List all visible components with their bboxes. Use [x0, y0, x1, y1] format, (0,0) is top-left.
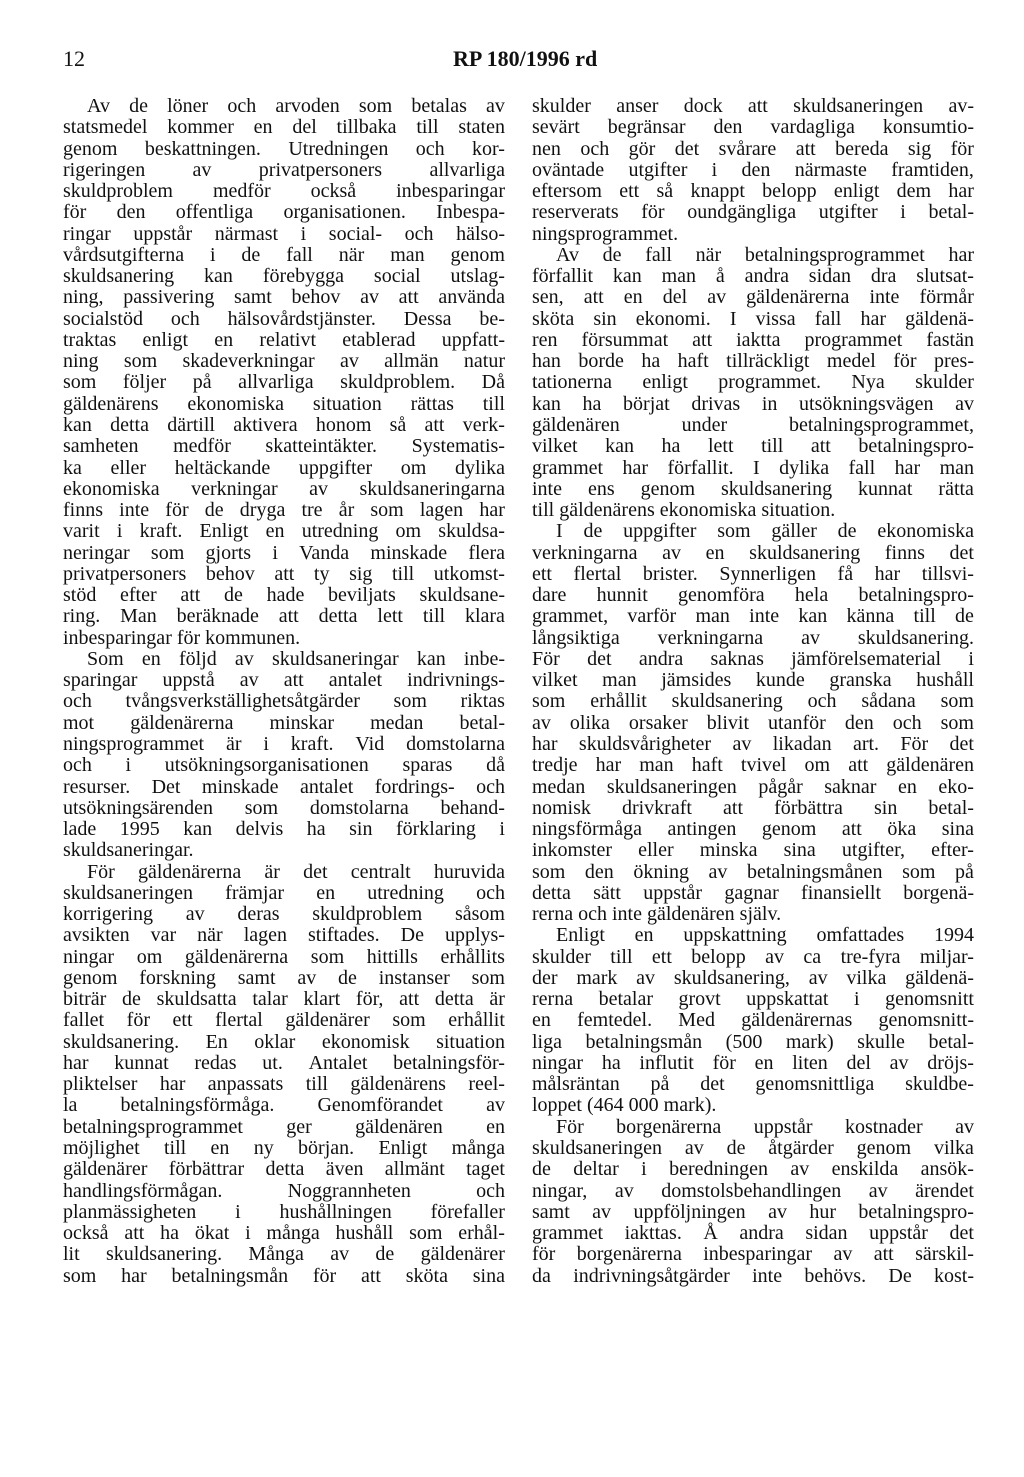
text-line: sen, att en del av gäldenärerna inte förmår	[532, 286, 974, 309]
text-line: och tvångsverkställighetsåtgärder som riktas	[63, 690, 505, 713]
text-line: som den ökning av betalningsmånen som på	[532, 860, 974, 883]
text-line: har skuldsvårigheter av likadan art. För det	[532, 732, 974, 755]
text-line: gäldenärens ekonomiska situation rättas till	[63, 392, 505, 415]
text-line: loppet (464 000 mark).	[532, 1094, 717, 1117]
text-line: för den offentliga organisationen. Inbespa-	[63, 201, 505, 224]
text-line: Som en följd av skuldsaneringar kan inbe-	[87, 647, 505, 670]
text-line: grammet har förfallit. I dylika fall har man	[532, 456, 974, 479]
text-line: sköta sin ekonomi. I vissa fall har gäldenä-	[532, 307, 974, 330]
text-line: grammet, varför man inte kan känna till de	[532, 605, 974, 628]
page-header	[0, 46, 1024, 76]
text-line: av olika orsaker blivit utanför den och som	[532, 711, 974, 734]
text-line: inbesparingar för kommunen.	[63, 626, 301, 649]
text-line: pliktelser har anpassats till gäldenärens reel-	[63, 1073, 505, 1096]
text-line: ka eller heltäckande uppgifter om dylika	[63, 456, 505, 479]
text-line: skuldsaneringar.	[63, 839, 194, 862]
text-line: vårdsutgifterna i de fall när man genom	[63, 243, 505, 266]
text-line: Av de löner och arvoden som betalas av	[87, 95, 505, 117]
text-line: resurser. Det minskade antalet fordrings- och	[63, 775, 505, 798]
text-line: da indrivningsåtgärder inte behövs. De kost-	[532, 1264, 974, 1287]
text-line: ett flertal brister. Synnerligen få har tillsvi-	[532, 562, 974, 585]
text-line: traktas enligt en relativt etablerad uppfatt-	[63, 328, 505, 351]
text-line: ekonomiska verkningar av skuldsaneringarna	[63, 477, 505, 500]
text-line: ningar om gäldenärerna som hittills erhållits	[63, 945, 505, 968]
text-line: som följer på allvarliga skuldproblem. Då	[63, 371, 505, 394]
text-line: kan detta därtill aktivera honom så att verk-	[63, 413, 505, 436]
text-line: lit skuldsanering. Många av de gäldenärer	[63, 1243, 505, 1266]
text-line: som har betalningsmån för att sköta sina	[63, 1264, 505, 1287]
text-line: samt av uppföljningen av hur betalningspro-	[532, 1200, 974, 1223]
text-line: socialstöd och hälsovårdstjänster. Dessa be-	[63, 307, 505, 330]
text-line: lade 1995 kan delvis ha sin förklaring i	[63, 818, 505, 841]
text-line: ring. Man beräknade att detta lett till klara	[63, 605, 505, 628]
text-line: dare hunnit genomföra hela betalningspro-	[532, 584, 974, 607]
text-line: För gäldenärerna är det centralt huruvida	[87, 860, 505, 883]
text-line: inte ens genom skuldsanering kunnat rätta	[532, 477, 974, 500]
text-line: medan skuldsaneringen pågår saknar en eko-	[532, 775, 974, 798]
text-line: reserverats för oundgängliga utgifter i betal-	[532, 201, 974, 224]
text-line: varit i kraft. Enligt en utredning om skuldsa-	[63, 520, 505, 543]
text-line: oväntade utgifter i den närmaste framtiden,	[532, 158, 974, 181]
page-number: 12	[63, 46, 85, 71]
text-line: finns inte för de dryga tre år som lagen har	[63, 499, 505, 522]
text-line: liga betalningsmån (500 mark) skulle betal-	[532, 1030, 974, 1053]
text-line: också att ha ökat i många hushåll som erhål-	[63, 1222, 505, 1245]
text-line: skulder anser dock att skuldsaneringen av-	[532, 95, 974, 117]
text-line: inkomster eller minska sina utgifter, efter-	[532, 839, 974, 862]
text-line: vilket man jämsides kunde granska hushåll	[532, 669, 974, 692]
text-line: han borde ha haft tillräckligt medel för pres-	[532, 350, 974, 373]
text-line: la betalningsförmåga. Genomförandet av	[63, 1094, 505, 1117]
text-line: Enligt en uppskattning omfattades 1994	[556, 924, 974, 947]
text-line: mot gäldenärerna minskar medan betal-	[63, 711, 505, 734]
text-line: ningar, av domstolsbehandlingen av ärendet	[532, 1179, 974, 1202]
text-line: kan ha börjat drivas in utsökningsvägen av	[532, 392, 974, 415]
text-line: har kunnat redas ut. Antalet betalningsför-	[63, 1051, 505, 1074]
text-line: tredje har man haft tvivel om att gäldenären	[532, 754, 974, 777]
text-line: till gäldenärens ekonomiska situation.	[532, 499, 836, 522]
text-line: som erhållit skuldsanering och sådana som	[532, 690, 974, 713]
text-line: handlingsförmågan. Noggrannheten och	[63, 1179, 505, 1202]
text-line: rerna betalar grovt uppskattat i genomsnitt	[532, 988, 974, 1011]
text-line: avsikten var när lagen stiftades. De upplys-	[63, 924, 505, 947]
text-line: nomisk drivkraft att förbättra sin betal-	[532, 796, 974, 819]
text-line: skuldsaneringen av de åtgärder genom vilka	[532, 1137, 974, 1160]
text-line: gäldenärer förbättrar detta även allmänt taget	[63, 1158, 505, 1181]
text-line: skuldsanering. En oklar ekonomisk situation	[63, 1030, 505, 1053]
text-line: statsmedel kommer en del tillbaka till staten	[63, 116, 505, 139]
text-line: planmässigheten i hushållningen förefaller	[63, 1200, 505, 1223]
text-line: för borgenärerna inbesparingar av att särskil-	[532, 1243, 974, 1266]
text-line: ning som skadeverkningar av allmän natur	[63, 350, 505, 373]
text-line: förfallit kan man å andra sidan dra slutsat-	[532, 265, 974, 288]
text-line: sparingar uppstå av att antalet indrivnings-	[63, 669, 505, 692]
text-line: långsiktiga verkningarna av skuldsanering.	[532, 626, 974, 649]
text-line: fallet för ett flertal gäldenärer som erhållit	[63, 1009, 505, 1032]
text-line: ning, passivering samt behov av att använda	[63, 286, 505, 309]
text-line: en femtedel. Med gäldenärernas genomsnitt-	[532, 1009, 974, 1032]
running-head: RP 180/1996 rd	[453, 46, 598, 71]
text-line: der mark av skuldsanering, av vilka gäldenä-	[532, 966, 974, 989]
right-text-column	[532, 96, 974, 1287]
text-line: skuldproblem medför också inbesparingar	[63, 180, 505, 203]
text-line: gäldenären under betalningsprogrammet,	[532, 413, 974, 436]
text-line: ningsprogrammet.	[532, 222, 679, 245]
text-line: stöd efter att de hade beviljats skuldsane-	[63, 584, 505, 607]
text-line: privatpersoners behov att ty sig till utkomst-	[63, 562, 505, 585]
text-line: vilket kan ha lett till att betalningspro-	[532, 435, 974, 458]
text-line: verkningarna av en skuldsanering finns det	[532, 541, 974, 564]
text-line: tationerna enligt programmet. Nya skulder	[532, 371, 974, 394]
text-line: målsräntan på det genomsnittliga skuldbe-	[532, 1073, 974, 1096]
text-line: utsökningsärenden som domstolarna behand-	[63, 796, 505, 819]
text-line: biträr de skuldsatta talar klart för, att detta är	[63, 988, 505, 1011]
text-line: ningar ha influtit för en liten del av dröjs-	[532, 1051, 974, 1074]
text-line: neringar som gjorts i Vanda minskade flera	[63, 541, 505, 564]
text-line: grammet iakttas. Å andra sidan uppstår det	[532, 1222, 974, 1245]
text-line: genom forskning samt av de instanser som	[63, 966, 505, 989]
text-line: eftersom ett så knappt belopp enligt dem har	[532, 180, 974, 203]
text-line: sevärt begränsar den vardagliga konsumtio-	[532, 116, 974, 139]
text-line: I de uppgifter som gäller de ekonomiska	[556, 520, 974, 543]
text-line: nen och gör det svårare att bereda sig för	[532, 137, 974, 160]
text-line: möjlighet till en ny början. Enligt många	[63, 1137, 505, 1160]
text-line: detta sätt uppstår gagnar finansiellt borgenä-	[532, 881, 974, 904]
text-line: betalningsprogrammet ger gäldenären en	[63, 1115, 505, 1138]
text-line: de deltar i beredningen av enskilda ansök-	[532, 1158, 974, 1181]
text-line: ningsförmåga antingen genom att öka sina	[532, 818, 974, 841]
text-line: För borgenärerna uppstår kostnader av	[556, 1115, 974, 1138]
text-line: skulder till ett belopp av ca tre-fyra miljar-	[532, 945, 974, 968]
text-line: ningsprogrammet är i kraft. Vid domstolarna	[63, 732, 505, 755]
text-line: genom beskattningen. Utredningen och kor-	[63, 137, 505, 160]
text-line: skuldsaneringen främjar en utredning och	[63, 881, 505, 904]
text-line: ringar uppstår närmast i social- och hälso-	[63, 222, 505, 245]
text-line: För det andra saknas jämförelsematerial i	[532, 647, 974, 670]
text-line: rigeringen av privatpersoners allvarliga	[63, 158, 505, 181]
text-line: samheten medför skatteintäkter. Systematis-	[63, 435, 505, 458]
text-line: skuldsanering kan förebygga social utslag-	[63, 265, 505, 288]
text-line: Av de fall när betalningsprogrammet har	[556, 243, 974, 266]
text-line: och i utsökningsorganisationen sparas då	[63, 754, 505, 777]
text-line: korrigering av deras skuldproblem såsom	[63, 903, 505, 926]
left-text-column	[63, 96, 505, 1287]
text-line: rerna och inte gäldenären själv.	[532, 903, 782, 926]
text-line: ren försummat att iaktta programmet fastän	[532, 328, 974, 351]
